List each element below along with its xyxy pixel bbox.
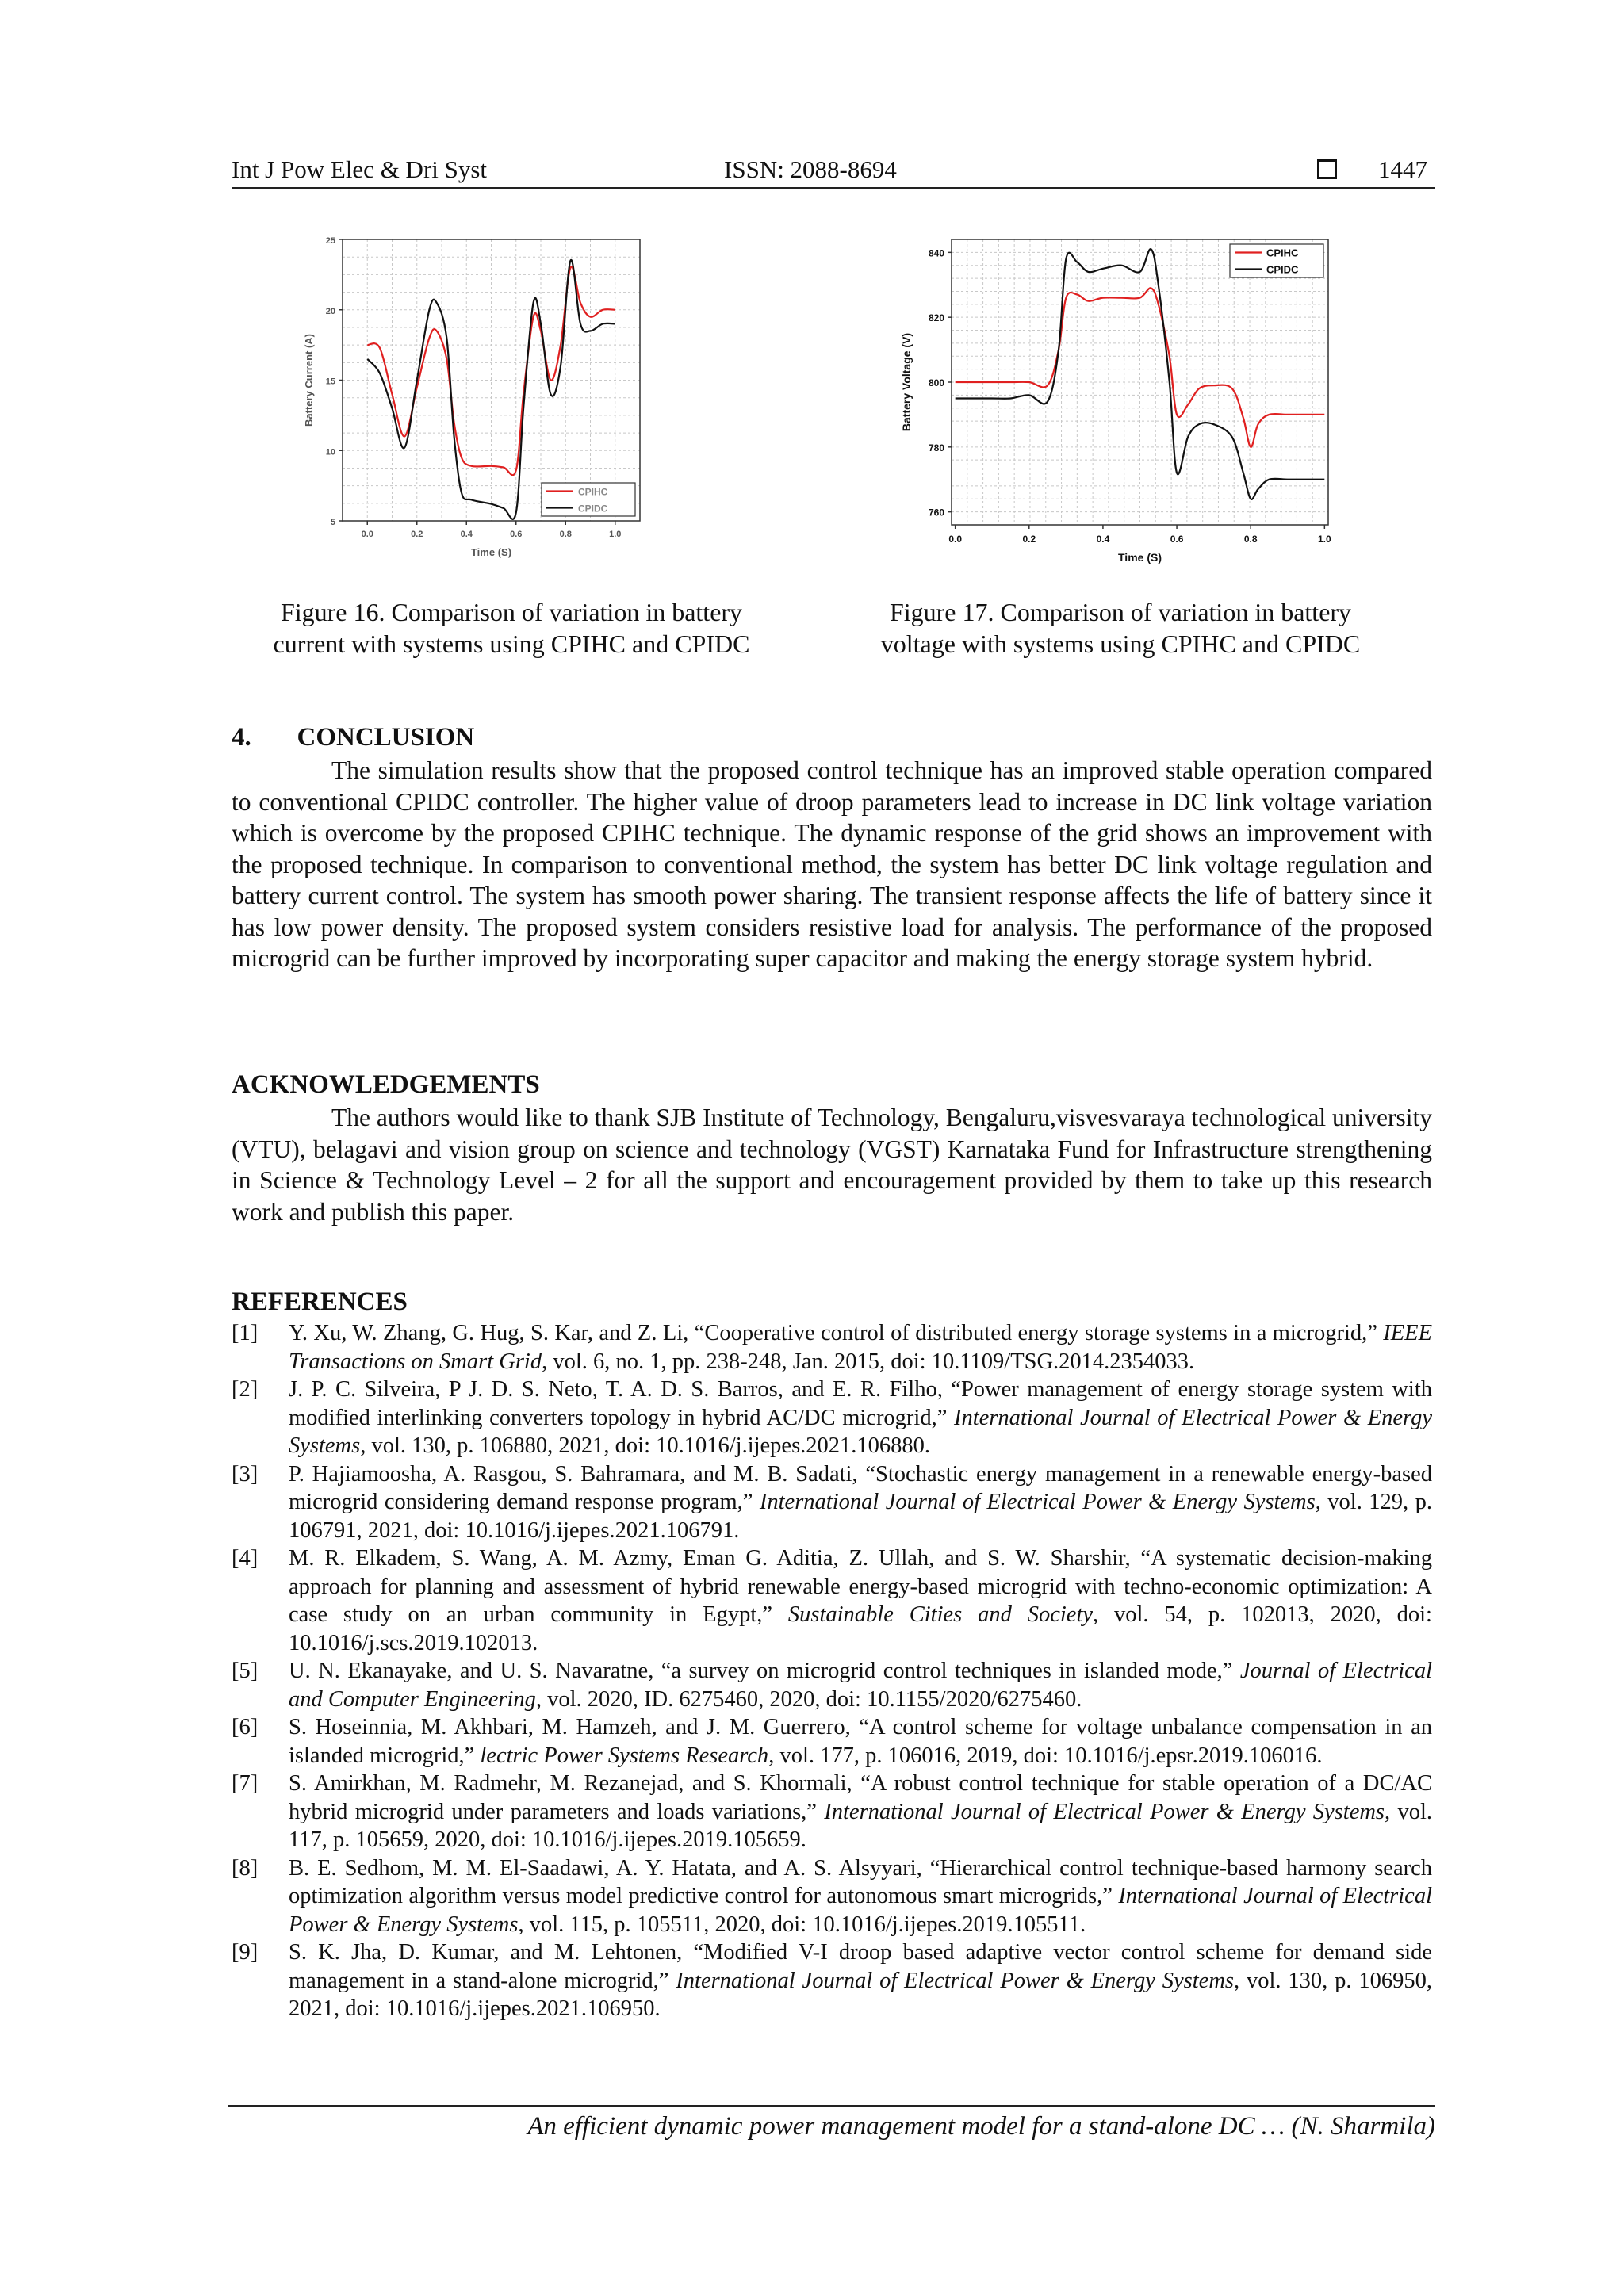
running-header-journal: Int J Pow Elec & Dri Syst xyxy=(232,155,488,183)
reference-list xyxy=(232,1319,1432,2023)
reference-details: , vol. 117, p. 105659, 2020, doi: 10.1016/j.ijepes.2019.105659. xyxy=(289,1799,1432,1852)
legend xyxy=(542,483,635,516)
x-tick-label: 1.0 xyxy=(1317,534,1331,545)
reference-number: [9] xyxy=(232,1940,259,1965)
x-tick-label: 0.4 xyxy=(460,530,473,539)
reference-details: , vol. 6, no. 1, pp. 238-248, Jan. 2015, doi: 10.1109/TSG.2014.2354033. xyxy=(542,1349,1195,1374)
reference-item xyxy=(232,1544,1432,1657)
footer-rule xyxy=(228,2105,1435,2107)
y-tick-label: 5 xyxy=(330,518,335,527)
conclusion-text: The simulation results show that the proposed control technique has an improved stable operation compared to conventional CPIDC controller. The higher value of droop parameters lead to increase in DC link voltage variation which is overcome by the proposed CPIHC technique. The dynamic response of the grid shows an improvement with the proposed technique. In comparison to conventional method, the system has better DC link voltage regulation and battery current control. The system has smooth power sharing. The transient response affects the life of battery since it has low power density. The proposed system considers resistive load for analysis. The performance of the proposed microgrid can be further improved by incorporating super capacitor and making the energy storage system hybrid. xyxy=(232,756,1432,972)
y-tick-label: 840 xyxy=(928,247,944,259)
y-tick-label: 20 xyxy=(325,306,335,316)
x-tick-label: 0.8 xyxy=(1243,534,1258,545)
x-tick-label: 0.4 xyxy=(1096,534,1110,545)
reference-number: [8] xyxy=(232,1855,259,1881)
y-tick-label: 760 xyxy=(928,507,944,519)
reference-item xyxy=(232,1376,1432,1460)
x-tick-label: 0.0 xyxy=(948,534,963,545)
x-axis-label: Time (S) xyxy=(470,546,512,558)
reference-item xyxy=(232,1938,1432,2023)
references-heading: REFERENCES xyxy=(232,1288,408,1316)
reference-item xyxy=(232,1319,1432,1376)
reference-authors-title: S. Amirkhan, M. Radmehr, M. Rezanejad, and S. Khormali, “A robust control technique for stable operation of a DC/AC hybrid microgrid under parameters and loads variations,” xyxy=(289,1771,1432,1824)
reference-authors-title: M. R. Elkadem, S. Wang, A. M. Azmy, Eman G. Aditia, Z. Ullah, and S. W. Sharshir, “A systematic decision-making approach for planning and assessment of hybrid renewable energy-based microgrid with techno-economic optimization: A case study on an urban community in Egypt,” xyxy=(289,1546,1432,1627)
y-tick-label: 800 xyxy=(928,377,944,388)
reference-item xyxy=(232,1713,1432,1770)
reference-item xyxy=(232,1657,1432,1713)
figure-17-caption xyxy=(839,596,1402,660)
reference-journal: International Journal of Electrical Power & Energy Systems xyxy=(289,1405,1432,1458)
reference-journal: lectric Power Systems Research xyxy=(480,1743,769,1768)
reference-journal: International Journal of Electrical Power & Energy Systems xyxy=(676,1968,1234,1993)
reference-authors-title: J. P. C. Silveira, P J. D. S. Neto, T. A. D. S. Barros, and E. R. Filho, “Power management of energy storage system with modified interlinking converters topology in hybrid AC/DC microgrid,” xyxy=(289,1377,1432,1430)
x-tick-label: 1.0 xyxy=(609,530,622,539)
reference-journal: International Journal of Electrical Power & Energy Systems xyxy=(289,1884,1432,1937)
figure-17-caption-line1: Figure 17. Comparison of variation in battery xyxy=(889,598,1352,626)
reference-journal: International Journal of Electrical Power & Energy Systems xyxy=(824,1799,1385,1824)
y-tick-label: 780 xyxy=(928,442,944,453)
reference-authors-title: S. Hoseinnia, M. Akhbari, M. Hamzeh, and J. M. Guerrero, “A control scheme for voltage unbalance compensation in an islanded microgrid,” xyxy=(289,1715,1432,1768)
reference-number: [1] xyxy=(232,1321,259,1345)
grid xyxy=(343,239,640,521)
reference-authors-title: P. Hajiamoosha, A. Rasgou, S. Bahramara, and M. B. Sadati, “Stochastic energy management in a renewable energy-based microgrid considering demand response program,” xyxy=(289,1461,1432,1514)
x-tick-label: 0.2 xyxy=(411,530,423,539)
reference-details: , vol. 129, p. 106791, 2021, doi: 10.1016/j.ijepes.2021.106791. xyxy=(289,1490,1432,1543)
legend-label: CPIHC xyxy=(1266,247,1299,259)
reference-details: , vol. 115, p. 105511, 2020, doi: 10.1016/j.ijepes.2019.105511. xyxy=(518,1911,1086,1937)
y-axis-label: Battery Current (A) xyxy=(303,333,315,427)
reference-item xyxy=(232,1460,1432,1545)
x-axis-label: Time (S) xyxy=(1118,551,1162,564)
reference-authors-title: U. N. Ekanayake, and U. S. Navaratne, “a survey on microgrid control techniques in islanded mode,” xyxy=(289,1659,1240,1683)
legend-label: CPIHC xyxy=(578,486,608,498)
y-tick-label: 15 xyxy=(325,377,335,387)
reference-number: [7] xyxy=(232,1771,259,1796)
reference-authors-title: B. E. Sedhom, M. M. El-Saadawi, A. Y. Hatata, and A. S. Alsyyari, “Hierarchical control technique-based harmony search optimization algorithm versus model predictive control for autonomous smart microgrids,” xyxy=(289,1855,1432,1908)
figure-16-caption-line1: Figure 16. Comparison of variation in battery xyxy=(280,598,743,626)
reference-number: [4] xyxy=(232,1546,259,1571)
figure-17-caption-line2: voltage with systems using CPIHC and CPIDC xyxy=(880,629,1361,658)
figure-16-caption xyxy=(238,596,785,660)
y-tick-label: 10 xyxy=(325,447,335,457)
figure-16-caption-line2: current with systems using CPIHC and CPIDC xyxy=(273,629,750,658)
page-number: 1447 xyxy=(1378,155,1427,183)
reference-authors-title: S. K. Jha, D. Kumar, and M. Lehtonen, “Modified V-I droop based adaptive vector control scheme for demand side management in a stand-alone microgrid,” xyxy=(289,1940,1432,1993)
x-tick-label: 0.6 xyxy=(1170,534,1184,545)
reference-details: , vol. 130, p. 106950, 2021, doi: 10.1016/j.ijepes.2021.106950. xyxy=(289,1968,1433,2021)
reference-journal: International Journal of Electrical Power & Energy Systems xyxy=(759,1490,1316,1514)
reference-journal: Journal of Electrical and Computer Engineering xyxy=(289,1659,1432,1712)
reference-details: , vol. 54, p. 102013, 2020, doi: 10.1016/j.scs.2019.102013. xyxy=(289,1602,1432,1655)
reference-journal: IEEE Transactions on Smart Grid xyxy=(289,1321,1432,1374)
y-tick-label: 820 xyxy=(928,312,944,324)
legend-label: CPIDC xyxy=(1266,263,1299,276)
x-tick-label: 0.2 xyxy=(1022,534,1036,545)
figure-17-chart xyxy=(888,230,1348,571)
reference-number: [5] xyxy=(232,1659,259,1683)
square-box-icon xyxy=(1317,159,1337,179)
reference-item xyxy=(232,1854,1432,1939)
reference-details: , vol. 177, p. 106016, 2019, doi: 10.1016/j.epsr.2019.106016. xyxy=(768,1743,1323,1768)
running-header-issn: ISSN: 2088-8694 xyxy=(724,155,897,183)
reference-number: [6] xyxy=(232,1715,259,1739)
x-tick-label: 0.0 xyxy=(361,530,373,539)
reference-item xyxy=(232,1770,1432,1854)
reference-details: , vol. 130, p. 106880, 2021, doi: 10.1016/j.ijepes.2021.106880. xyxy=(360,1433,931,1458)
acknowledgements-heading: ACKNOWLEDGEMENTS xyxy=(232,1070,540,1099)
figure-16-chart xyxy=(293,230,737,571)
footer-running-title: An efficient dynamic power management model for a stand-alone DC … (N. Sharmila) xyxy=(527,2112,1435,2141)
reference-number: [3] xyxy=(232,1461,259,1487)
y-axis-label: Battery Voltage (V) xyxy=(900,332,913,432)
legend-label: CPIDC xyxy=(578,503,608,515)
x-tick-label: 0.6 xyxy=(510,530,523,539)
legend xyxy=(1230,244,1323,277)
reference-authors-title: Y. Xu, W. Zhang, G. Hug, S. Kar, and Z. Li, “Cooperative control of distributed energy storage systems in a microgrid,” xyxy=(289,1321,1384,1345)
reference-journal: Sustainable Cities and Society xyxy=(787,1602,1094,1627)
acknowledgements-text: The authors would like to thank SJB Institute of Technology, Bengaluru,visvesvaraya technological university (VTU), belagavi and vision group on science and technology (VGST) Karnataka Fund for Infrastructure strengthening in Science & Technology Level – 2 for all the support and encouragement provided by them to take up this research work and publish this paper. xyxy=(232,1104,1432,1226)
conclusion-heading: 4. CONCLUSION xyxy=(232,723,475,752)
reference-number: [2] xyxy=(232,1377,259,1402)
reference-details: , vol. 2020, ID. 6275460, 2020, doi: 10.1155/2020/6275460. xyxy=(535,1686,1082,1712)
header-rule xyxy=(232,187,1435,189)
x-tick-label: 0.8 xyxy=(559,530,572,539)
y-tick-label: 25 xyxy=(325,236,335,246)
